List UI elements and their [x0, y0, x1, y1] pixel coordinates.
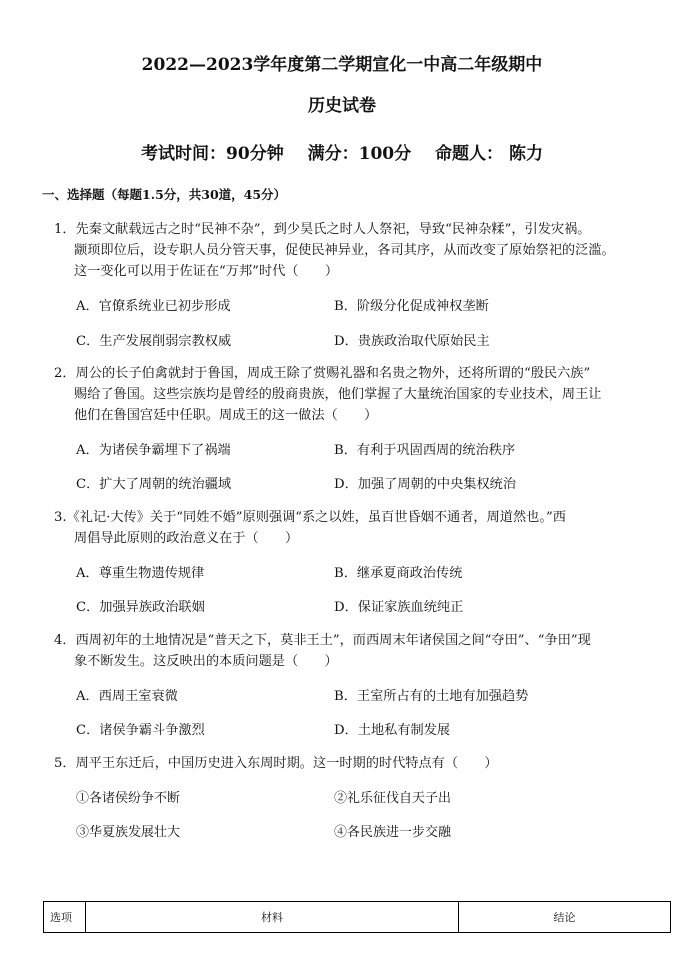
question-line: 3.《礼记·大传》关于“同姓不婚”原则强调“系之以姓，虽百世昏姻不通者，周道然也。”西	[54, 510, 566, 525]
question-line: 颛顼即位后，设专职人员分管天事，促使民神异业，各司其序，从而改变了原始祭祀的泛滥。	[74, 243, 615, 258]
section-note: （每题1.5分，共30道，45分）	[104, 187, 287, 202]
option-b[interactable]: B．有利于巩固西周的统治秩序	[334, 443, 516, 458]
option-d[interactable]: D．保证家族血统纯正	[334, 600, 464, 615]
choice-2: ②礼乐征伐自天子出	[334, 791, 452, 806]
choice-3: ③华夏族发展壮大	[76, 825, 181, 840]
question-line: 他们在鲁国宫廷中任职。周成王的这一做法（ ）	[74, 408, 378, 423]
option-c[interactable]: C．生产发展削弱宗教权威	[76, 334, 232, 349]
section-heading	[42, 185, 286, 203]
option-a[interactable]: A．为诸侯争霸埋下了祸端	[76, 443, 231, 458]
option-b[interactable]: B．王室所占有的土地有加强趋势	[334, 689, 529, 704]
header-conclusion: 结论	[459, 902, 671, 933]
option-d[interactable]: D．贵族政治取代原始民主	[334, 334, 490, 349]
question-line: 1．先秦文献载远古之时“民神不杂”，到少昊氏之时人人祭祀，导致“民神杂糅”，引发灾祸。	[54, 222, 591, 237]
question-line: 周倡导此原则的政治意义在于（ ）	[74, 531, 299, 546]
option-d[interactable]: D．加强了周朝的中央集权统治	[334, 477, 517, 492]
page-title: 2022—2023学年度第二学期宣化一中高二年级期中	[141, 55, 543, 75]
option-d[interactable]: D．土地私有制发展	[334, 723, 451, 738]
question-line: 5．周平王东迁后，中国历史进入东周时期。这一时期的时代特点有（ ）	[54, 756, 498, 771]
option-a[interactable]: A．西周王室衰微	[76, 689, 178, 704]
full-score: 满分：100分	[307, 144, 412, 164]
option-c[interactable]: C．扩大了周朝的统治疆域	[76, 477, 232, 492]
option-b[interactable]: B．阶级分化促成神权垄断	[334, 299, 489, 314]
table-header-row	[44, 902, 671, 933]
option-b[interactable]: B．继承夏商政治传统	[334, 566, 463, 581]
question-line: 这一变化可以用于佐证在“万邦”时代（ ）	[74, 264, 339, 279]
exam-time: 考试时间：90分钟	[141, 144, 284, 164]
question-line: 2．周公的长子伯禽就封于鲁国，周成王除了赏赐礼器和名贵之物外，还将所谓的“殷民六族”	[54, 366, 591, 381]
question-line: 象不断发生。这反映出的本质问题是（ ）	[74, 654, 338, 669]
option-c[interactable]: C．加强异族政治联姻	[76, 600, 205, 615]
header-option: 选项	[44, 902, 86, 933]
exam-author: 命题人： 陈力	[435, 144, 543, 164]
page-subtitle: 历史试卷	[308, 96, 376, 116]
choice-4: ④各民族进一步交融	[334, 825, 452, 840]
option-c[interactable]: C．诸侯争霸斗争激烈	[76, 723, 205, 738]
question-line: 赐给了鲁国。这些宗族均是曾经的殷商贵族，他们掌握了大量统治国家的专业技术，周王让	[74, 387, 602, 402]
choice-1: ①各诸侯纷争不断	[76, 791, 181, 806]
header-material: 材料	[86, 902, 459, 933]
answer-table	[43, 901, 671, 933]
question-line: 4．西周初年的土地情况是“普天之下，莫非王土”，而西周末年诸侯国之间“夺田”、“争田”现	[54, 633, 591, 648]
option-a[interactable]: A．尊重生物遗传规律	[76, 566, 205, 581]
exam-meta	[0, 139, 684, 164]
option-a[interactable]: A．官僚系统业已初步形成	[76, 299, 231, 314]
section-title: 一、选择题	[42, 187, 105, 202]
